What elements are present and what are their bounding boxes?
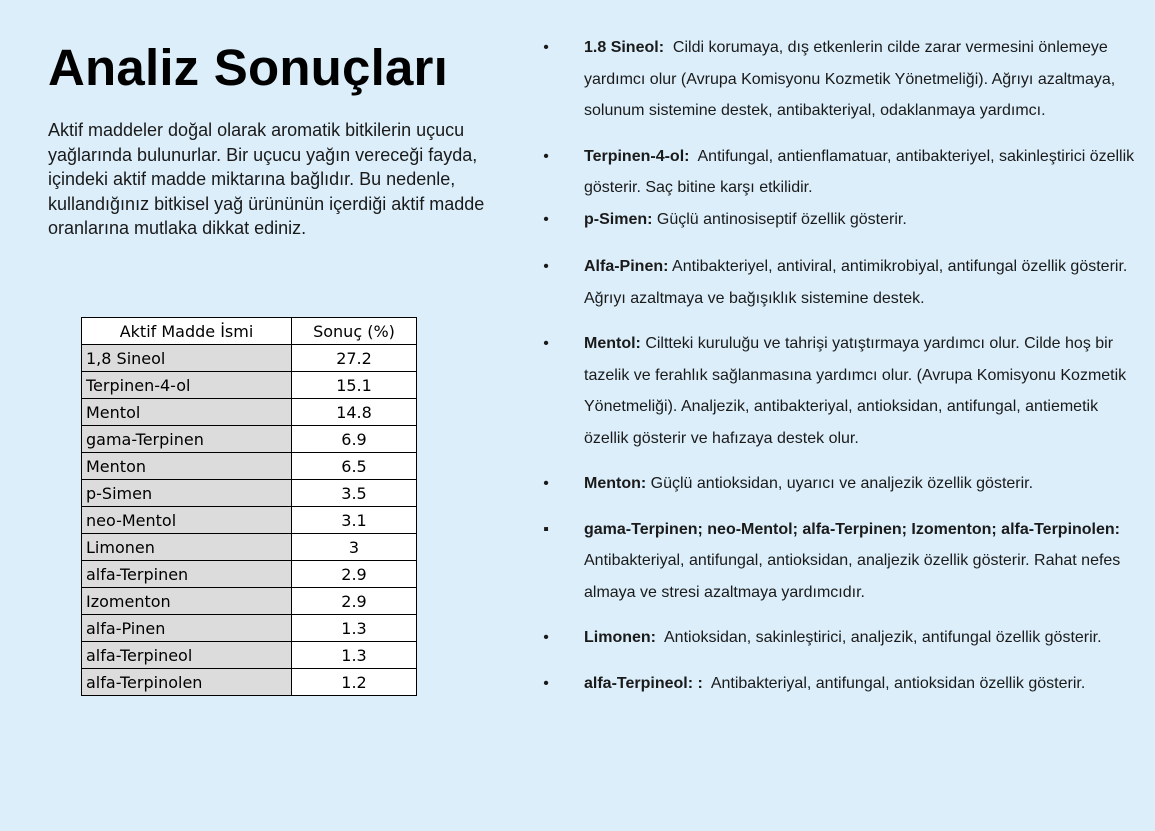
header-result-percent: Sonuç (%) [292, 318, 417, 345]
property-list-item [540, 32, 1140, 127]
property-description: Antifungal, antienflamatuar, antibakteriyel, sakinleştirici özellik gösterir. Saç bitine karşı etkilidir. [584, 147, 1139, 196]
ingredient-value-cell: 6.5 [292, 453, 417, 480]
ingredient-name-cell: Mentol [82, 399, 292, 426]
property-term: 1.8 Sineol: [584, 39, 665, 56]
ingredient-value-cell: 1.3 [292, 615, 417, 642]
table-row [82, 534, 417, 561]
bullet-icon: • [543, 629, 549, 646]
table-row [82, 480, 417, 507]
ingredient-value-cell: 3.1 [292, 507, 417, 534]
ingredient-value-cell: 14.8 [292, 399, 417, 426]
bullet-icon: • [543, 475, 549, 492]
ingredient-name-cell: alfa-Terpinolen [82, 669, 292, 696]
bullet-icon: • [543, 335, 549, 352]
property-description: Antibakteriyal, antifungal, antioksidan özellik gösterir. [702, 674, 1086, 692]
table-row [82, 345, 417, 372]
property-description: Güçlü antioksidan, uyarıcı ve analjezik özellik gösterir. [646, 475, 1034, 492]
table-row [82, 426, 417, 453]
intro-paragraph: Aktif maddeler doğal olarak aromatik bitkilerin uçucu yağlarında bulunurlar. Bir uçucu yağın vereceği fayda, içindeki aktif madde miktarına bağlıdır. Bu nedenle, kullandığınız bitkisel yağ ürününün içerdiği aktif madde oranlarına mutlaka dikkat ediniz. [48, 120, 485, 238]
ingredient-value-cell: 15.1 [292, 372, 417, 399]
ingredient-value-cell: 2.9 [292, 588, 417, 615]
ingredient-value-cell: 3.5 [292, 480, 417, 507]
table-row [82, 507, 417, 534]
property-description: Antioksidan, sakinleştirici, analjezik, antifungal özellik gösterir. [656, 629, 1102, 646]
table-row [82, 588, 417, 615]
table-row [82, 399, 417, 426]
ingredient-name-cell: alfa-Terpineol [82, 642, 292, 669]
property-list-item [540, 251, 1140, 314]
ingredient-value-cell: 1.2 [292, 669, 417, 696]
ingredient-value-cell: 3 [292, 534, 417, 561]
property-list-item [540, 468, 1140, 500]
table-header-row [82, 318, 417, 345]
table-row [82, 615, 417, 642]
square-bullet-icon: ▪ [543, 520, 549, 538]
property-term: Mentol: [584, 335, 641, 352]
ingredient-value-cell: 6.9 [292, 426, 417, 453]
property-term: alfa-Terpineol: : [584, 674, 703, 692]
property-term: Limonen: [584, 629, 656, 646]
ingredient-value-cell: 27.2 [292, 345, 417, 372]
property-term: Alfa-Pinen: [584, 258, 669, 275]
property-term: Menton: [584, 475, 647, 492]
table-row [82, 642, 417, 669]
table-row [82, 669, 417, 696]
property-description: Antibakteriyal, antifungal, antioksidan, analjezik özellik gösterir. Rahat nefes almaya ve stresi azaltmaya yardımcıdır. [584, 520, 1129, 601]
property-list-item [540, 328, 1140, 454]
bullet-icon: • [543, 210, 549, 228]
property-list-item [540, 668, 1140, 700]
property-list-item [540, 622, 1140, 654]
header-active-ingredient: Aktif Madde İsmi [82, 318, 292, 345]
ingredient-name-cell: 1,8 Sineol [82, 345, 292, 372]
bullet-icon: • [543, 39, 549, 56]
ingredient-name-cell: Menton [82, 453, 292, 480]
ingredient-name-cell: alfa-Terpinen [82, 561, 292, 588]
ingredient-name-cell: gama-Terpinen [82, 426, 292, 453]
property-list-item [540, 141, 1140, 204]
property-list-item [540, 204, 1140, 236]
bullet-icon: • [543, 258, 549, 275]
property-term: Terpinen-4-ol: [584, 147, 690, 165]
ingredient-value-cell: 1.3 [292, 642, 417, 669]
ingredient-name-cell: alfa-Pinen [82, 615, 292, 642]
ingredient-value-cell: 2.9 [292, 561, 417, 588]
property-description: Ciltteki kuruluğu ve tahrişi yatıştırmaya yardımcı olur. Cilde hoş bir tazelik ve ferahlık sağlanmasına yardımcı olur. (Avrupa Komisyonu Kozmetik Yönetmeliği). Analjezik, antibakteriyal, antioksidan, antifungal, antiemetik özellik gösterir ve hafızaya destek olur. [584, 335, 1131, 447]
page-title: Analiz Sonuçları [48, 39, 448, 96]
property-description: Cildi korumaya, dış etkenlerin cilde zarar vermesini önlemeye yardımcı olur (Avrupa Komisyonu Kozmetik Yönetmeliği). Ağrıyı azaltmaya, solunum sistemine destek, antibakteriyal, odaklanmaya yardımcı. [584, 39, 1120, 119]
table-row [82, 372, 417, 399]
ingredient-name-cell: Izomenton [82, 588, 292, 615]
ingredient-name-cell: p-Simen [82, 480, 292, 507]
property-term: p-Simen: [584, 210, 653, 228]
property-description: Güçlü antinosiseptif özellik gösterir. [652, 210, 907, 228]
bullet-icon: • [543, 674, 549, 692]
ingredient-name-cell: neo-Mentol [82, 507, 292, 534]
results-table [81, 317, 417, 696]
bullet-icon: • [543, 147, 549, 165]
ingredient-name-cell: Limonen [82, 534, 292, 561]
properties-list [540, 32, 1140, 699]
table-row [82, 453, 417, 480]
property-list-item [540, 514, 1140, 609]
property-description: Antibakteriyel, antiviral, antimikrobiyal, antifungal özellik gösterir. Ağrıyı azaltmaya ve bağışıklık sistemine destek. [584, 258, 1131, 307]
table-row [82, 561, 417, 588]
ingredient-name-cell: Terpinen-4-ol [82, 372, 292, 399]
property-term: gama-Terpinen; neo-Mentol; alfa-Terpinen; Izomenton; alfa-Terpinolen: [584, 520, 1120, 538]
